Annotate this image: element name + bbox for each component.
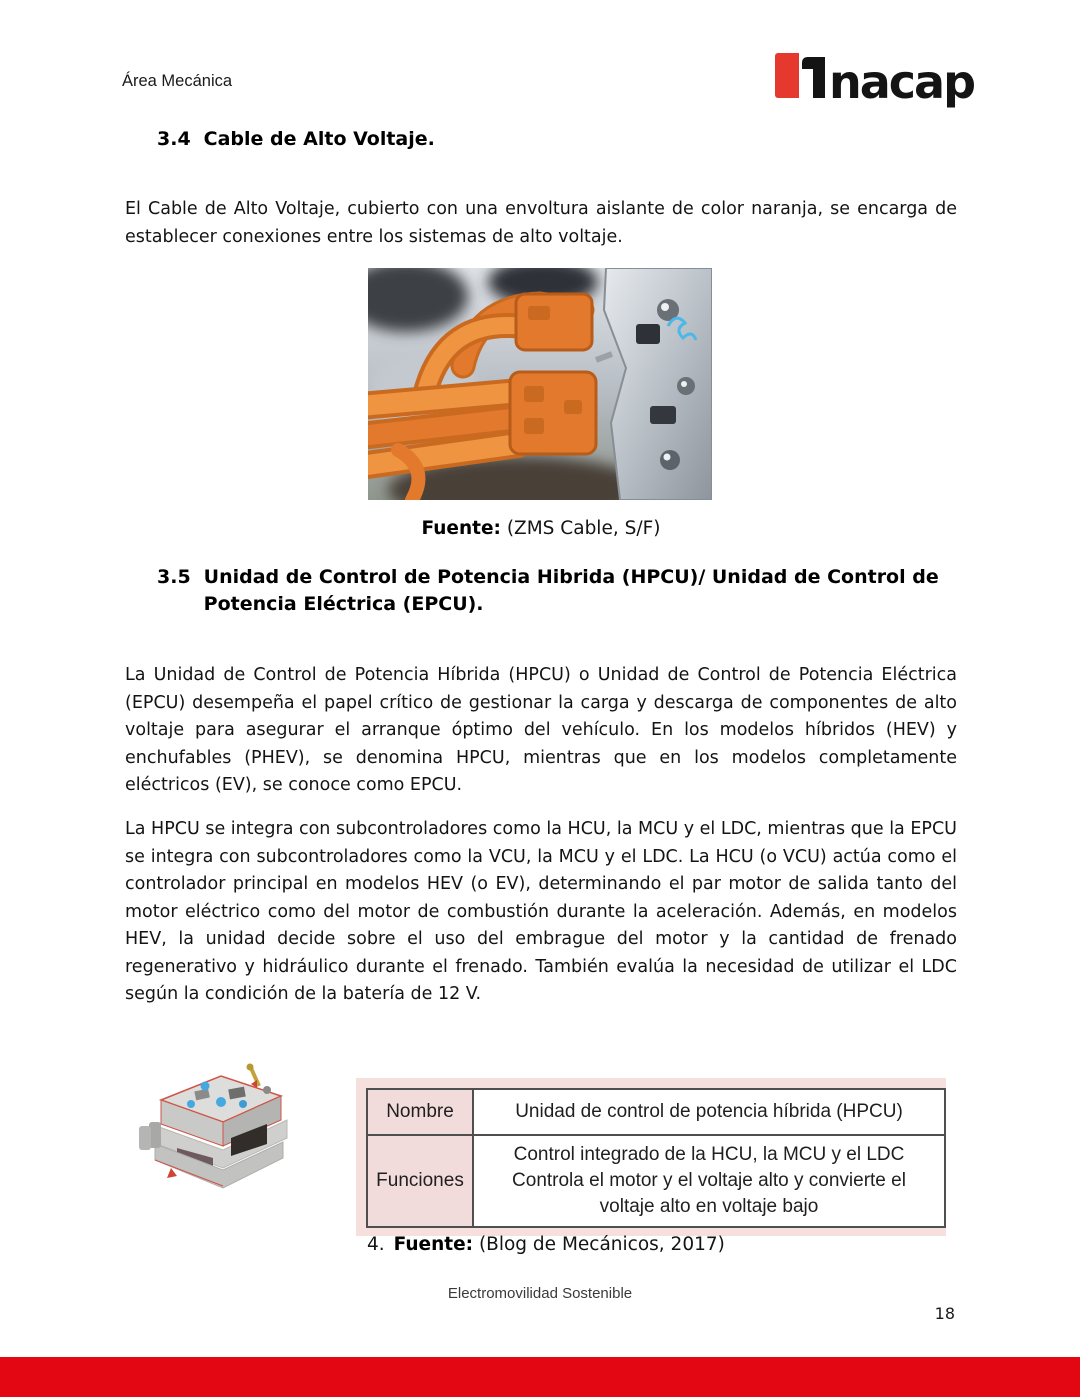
caption-label: Fuente: [421,518,501,539]
caption-text: (ZMS Cable, S/F) [500,518,661,539]
footer-doc-title: Electromovilidad Sostenible [447,1285,633,1302]
table-row-label: Funciones [367,1135,473,1227]
paragraph-hpcu-1: La Unidad de Control de Potencia Híbrida (HPCU) o Unidad de Control de Potencia Eléctrica (EPCU) desempeña el papel crítico de gestionar la carga y descarga de componentes de alto voltaje para asegurar el arranque óptimo del vehículo. En los modelos híbridos (HEV) y enchufables (PHEV), se denomina HPCU, mientras que en los modelos completamente eléctricos (EV), se conoce como EPCU. [125,665,957,795]
caption-number: 4. [367,1234,385,1255]
section-heading-3-4 [157,126,435,153]
hpcu-table [366,1088,946,1228]
section-number: 3.4 [157,128,191,150]
figure-caption-cable [125,518,957,539]
function-line-2: Controla el motor y el voltaje alto y convierte el voltaje alto en voltaje bajo [512,1170,906,1217]
paragraph-hpcu-2: La HPCU se integra con subcontroladores como la HCU, la MCU y el LDC, mientras que la EPCU se integra con subcontroladores como la VCU, la MCU y el LDC. La HCU (o VCU) actúa como el controlador principal en modelos HEV (o EV), determinando el par motor de salida tanto del motor eléctrico como del motor de combustión durante la aceleración. Además, en modelos HEV, la unidad decide sobre el uso del embrague del motor y la cantidad de frenado regenerativo y hidráulico durante el frenado. También evalúa la necesidad de utilizar el LDC según la condición de la batería de 12 V. [125,819,957,1004]
section-number: 3.5 [157,566,191,588]
cable-photo [368,268,712,500]
section-heading-3-5 [157,564,960,618]
figure-caption-hpcu [367,1234,725,1255]
section-title: Cable de Alto Voltaje. [203,128,435,150]
caption-label: Fuente: [393,1234,474,1255]
table-row-value [473,1135,945,1227]
table-row-label: Nombre [367,1089,473,1135]
logo-wordmark: nacap [829,55,975,109]
paragraph-cable: El Cable de Alto Voltaje, cubierto con una envoltura aislante de color naranja, se encarga de establecer conexiones entre los sistemas de alto voltaje. [125,199,957,247]
inacap-logo-icon [775,52,985,118]
footer-red-bar [0,1357,1080,1397]
header-area-label: Área Mecánica [122,72,233,90]
caption-text: (Blog de Mecánicos, 2017) [473,1234,725,1255]
table-row [367,1135,945,1227]
hpcu-table-panel [356,1078,946,1236]
page-number: 18 [934,1304,955,1323]
table-row [367,1089,945,1135]
hpcu-render-image [133,1060,293,1208]
table-row-value: Unidad de control de potencia híbrida (HPCU) [473,1089,945,1135]
function-line-1: Control integrado de la HCU, la MCU y el LDC [513,1144,905,1165]
section-title: Unidad de Control de Potencia Hibrida (HPCU)/ Unidad de Control de Potencia Eléctrica (EPCU). [203,566,939,615]
